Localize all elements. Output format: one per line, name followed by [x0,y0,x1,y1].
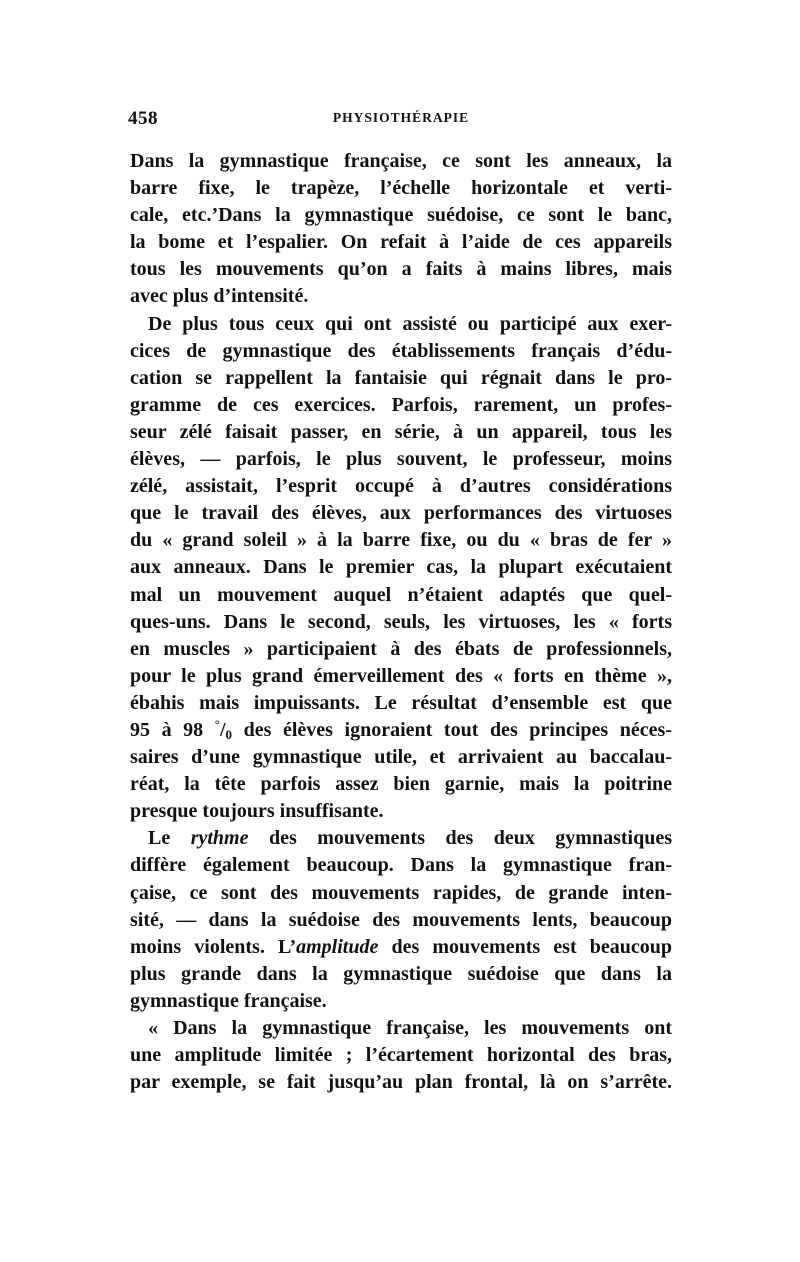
text-line: mal un mouvement auquel n’étaient adaptés que quel- [130,583,672,606]
text-fragment: 95 à 98 [130,718,215,741]
text-line: sité, — dans la suédoise des mouvements lents, beaucoup [130,908,672,931]
text-line: « Dans la gymnastique française, les mouvements ont [148,1017,672,1039]
body-text [130,148,672,1096]
text-line-amplitude [130,934,672,961]
paragraph-1 [130,148,672,311]
text-line: cices de gymnastique des établissements français d’édu- [130,339,672,362]
paragraph-2 [130,311,672,826]
text-line: diffère également beaucoup. Dans la gymnastique fran- [130,854,672,877]
text-line: zélé, assistait, l’esprit occupé à d’autres considérations [130,475,672,498]
text-line: ques-uns. Dans le second, seuls, les virtuoses, les « forts [130,610,672,633]
text-line: saires d’une gymnastique utile, et arrivaient au baccalau- [130,746,672,769]
zero-subscript: 0 [225,726,233,742]
text-line: seur zélé faisait passer, en série, à un appareil, tous les [130,420,672,443]
text-line: presque toujours insuffisante. [130,800,384,823]
text-line: gymnastique française. [130,989,327,1012]
text-line: barre fixe, le trapèze, l’échelle horizontale et verti- [130,177,672,200]
text-line: en muscles » participaient à des ébats de professionnels, [130,637,672,660]
text-fragment: des mouvements des deux gymnastiques [248,827,672,850]
text-line: çaise, ce sont des mouvements rapides, de grande inten- [130,881,672,904]
text-line: avec plus d’intensité. [130,285,309,308]
text-line: pour le plus grand émerveillement des « forts en thème », [130,664,672,687]
text-line: plus grande dans la gymnastique suédoise que dans la [130,962,672,985]
text-line: ébahis mais impuissants. Le résultat d’ensemble est que [130,691,672,714]
text-line: réat, la tête parfois assez bien garnie, mais la poitrine [130,773,672,796]
italic-term-amplitude: amplitude [296,935,379,958]
text-line: Dans la gymnastique française, ce sont les anneaux, la [130,150,672,172]
text-line: gramme de ces exercices. Parfois, rarement, un profes- [130,393,672,416]
running-title: PHYSIOTHÉRAPIE [332,110,470,125]
text-line: aux anneaux. Dans le premier cas, la plupart exécutaient [130,556,672,579]
page-header [128,108,674,132]
text-fragment: moins violents. L’ [130,935,297,958]
text-line: tous les mouvements qu’on a faits à mains libres, mais [130,258,672,281]
text-line-rythme [130,825,672,852]
paragraph-4 [130,1015,672,1096]
degree-mark: ° [214,716,220,732]
text-fragment: des mouvements est beaucoup [378,935,672,958]
text-line: une amplitude limitée ; l’écartement horizontal des bras, [130,1044,672,1067]
paragraph-3 [130,825,672,1015]
text-line: élèves, — parfois, le plus souvent, le professeur, moins [130,448,672,471]
text-line: la bome et l’espalier. On refait à l’aide de ces appareils [130,231,672,254]
text-fragment: Le [148,827,191,850]
text-line: par exemple, se fait jusqu’au plan frontal, là on s’arrête. [130,1071,672,1094]
slash-mark: / [219,718,226,741]
text-line: que le travail des élèves, aux performances des virtuoses [130,502,672,525]
italic-term-rythme: rythme [190,827,249,850]
text-line: du « grand soleil » à la barre fixe, ou du « bras de fer » [130,529,672,552]
text-fragment: des élèves ignoraient tout des principes néces- [232,718,672,741]
page-number: 458 [128,108,158,129]
text-line-percent [130,717,672,744]
text-line: cation se rappellent la fantaisie qui régnait dans le pro- [130,366,672,389]
text-line: cale, etc.’Dans la gymnastique suédoise, ce sont le banc, [130,204,672,227]
text-line: De plus tous ceux qui ont assisté ou participé aux exer- [148,312,672,335]
